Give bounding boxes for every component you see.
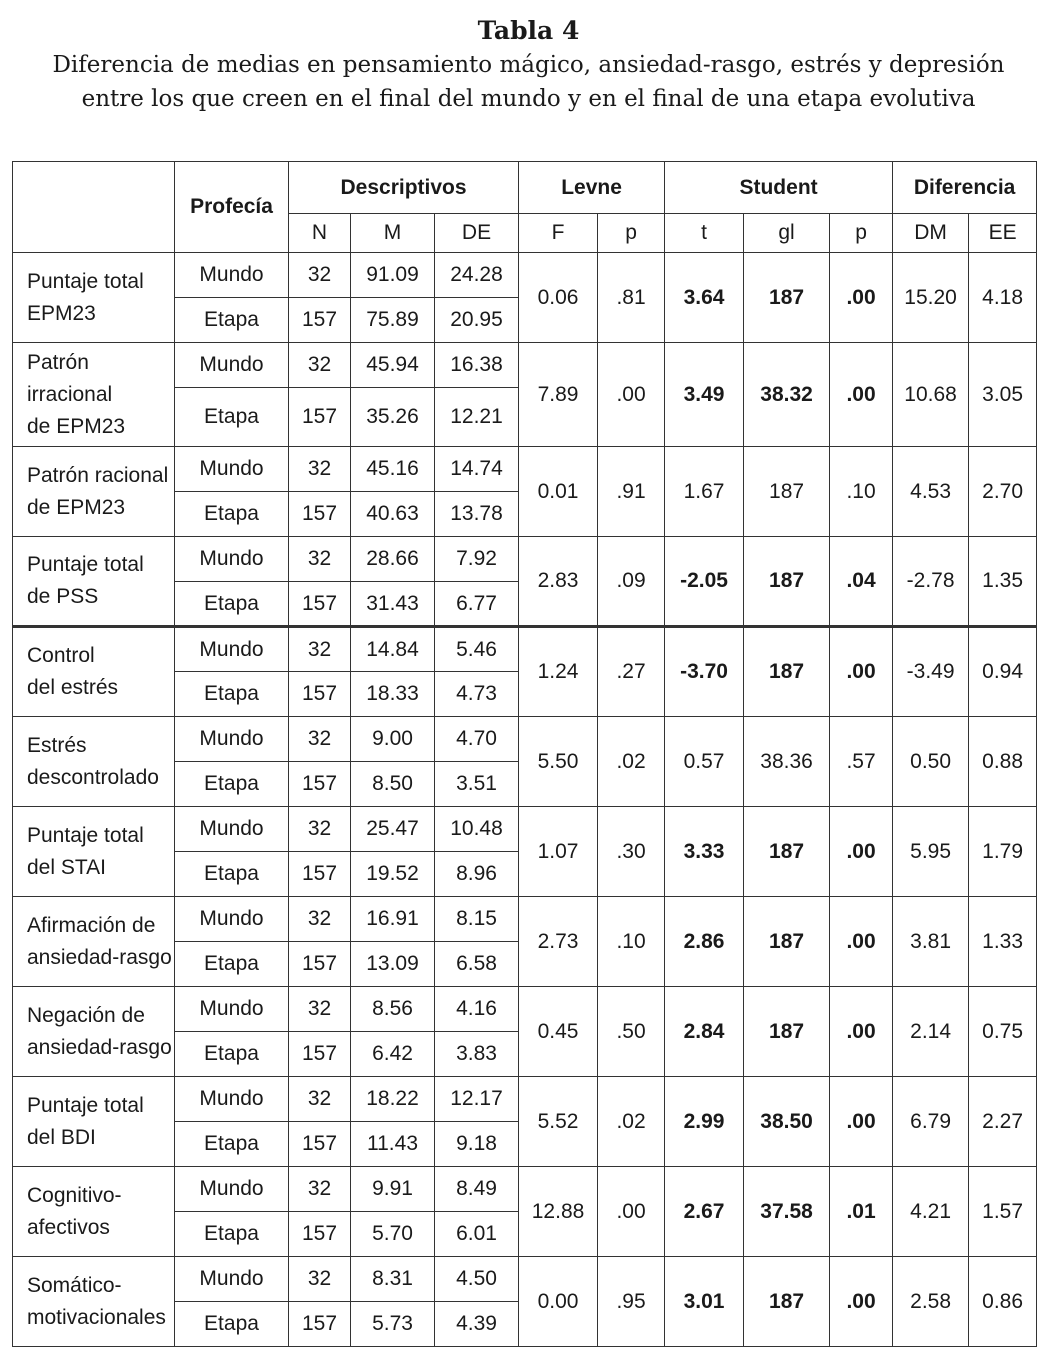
header-p-student: p (830, 214, 893, 253)
n-etapa: 157 (289, 582, 351, 627)
m-etapa: 5.70 (351, 1212, 435, 1257)
student-p: .00 (830, 897, 893, 987)
row-label-line2: EPM23 (27, 301, 96, 325)
row-label-line1: Afirmación de (27, 913, 156, 937)
table-row (13, 1167, 1037, 1212)
row-label (13, 253, 175, 343)
de-etapa: 6.77 (435, 582, 519, 627)
diff-ee: 3.05 (969, 343, 1037, 447)
n-etapa: 157 (289, 1122, 351, 1167)
header-de: DE (435, 214, 519, 253)
student-t: 3.64 (665, 253, 744, 343)
diff-ee: 1.79 (969, 807, 1037, 897)
student-t: 1.67 (665, 447, 744, 537)
de-mundo: 14.74 (435, 447, 519, 492)
de-mundo: 12.17 (435, 1077, 519, 1122)
n-mundo: 32 (289, 343, 351, 388)
de-mundo: 4.50 (435, 1257, 519, 1302)
header-m: M (351, 214, 435, 253)
diff-dm: -2.78 (893, 537, 969, 627)
row-label-line1: Patrón racional (27, 463, 169, 487)
table-subtitle-line2: entre los que creen en el final del mundo y en el final de una etapa evolutiva (81, 86, 976, 112)
student-gl: 37.58 (744, 1167, 830, 1257)
student-gl: 38.32 (744, 343, 830, 447)
student-p: .01 (830, 1167, 893, 1257)
n-etapa: 157 (289, 388, 351, 447)
student-p: .00 (830, 807, 893, 897)
levne-p: .81 (598, 253, 665, 343)
levne-f: 12.88 (519, 1167, 598, 1257)
levne-p: .95 (598, 1257, 665, 1347)
group-mundo: Mundo (175, 627, 289, 672)
levne-p: .91 (598, 447, 665, 537)
levne-f: 5.50 (519, 717, 598, 807)
group-etapa: Etapa (175, 582, 289, 627)
results-table (12, 161, 1037, 1347)
student-t: 3.33 (665, 807, 744, 897)
student-p: .00 (830, 343, 893, 447)
row-label-line1: Negación de (27, 1003, 145, 1027)
m-mundo: 9.00 (351, 717, 435, 762)
diff-dm: -3.49 (893, 627, 969, 717)
group-etapa: Etapa (175, 672, 289, 717)
m-etapa: 13.09 (351, 942, 435, 987)
group-etapa: Etapa (175, 942, 289, 987)
diff-dm: 5.95 (893, 807, 969, 897)
n-mundo: 32 (289, 1257, 351, 1302)
header-gl: gl (744, 214, 830, 253)
student-p: .04 (830, 537, 893, 627)
m-mundo: 8.56 (351, 987, 435, 1032)
student-p: .00 (830, 253, 893, 343)
n-etapa: 157 (289, 1302, 351, 1347)
diff-dm: 15.20 (893, 253, 969, 343)
levne-p: .00 (598, 343, 665, 447)
levne-f: 0.06 (519, 253, 598, 343)
row-label-line2: ansiedad-rasgo (27, 1035, 172, 1059)
diff-ee: 0.75 (969, 987, 1037, 1077)
levne-f: 5.52 (519, 1077, 598, 1167)
row-label-line1: Somático- (27, 1273, 122, 1297)
student-gl: 38.50 (744, 1077, 830, 1167)
diff-dm: 6.79 (893, 1077, 969, 1167)
m-mundo: 25.47 (351, 807, 435, 852)
diff-ee: 2.27 (969, 1077, 1037, 1167)
row-label (13, 1077, 175, 1167)
diff-dm: 0.50 (893, 717, 969, 807)
m-mundo: 18.22 (351, 1077, 435, 1122)
header-dm: DM (893, 214, 969, 253)
de-mundo: 7.92 (435, 537, 519, 582)
row-label (13, 807, 175, 897)
table-row (13, 627, 1037, 672)
m-mundo: 9.91 (351, 1167, 435, 1212)
n-etapa: 157 (289, 1032, 351, 1077)
row-label (13, 1167, 175, 1257)
student-t: 2.86 (665, 897, 744, 987)
m-etapa: 11.43 (351, 1122, 435, 1167)
header-t: t (665, 214, 744, 253)
diff-dm: 4.21 (893, 1167, 969, 1257)
group-mundo: Mundo (175, 717, 289, 762)
n-mundo: 32 (289, 987, 351, 1032)
m-mundo: 8.31 (351, 1257, 435, 1302)
m-etapa: 75.89 (351, 298, 435, 343)
row-label-line2: de PSS (27, 585, 99, 608)
table-row (13, 447, 1037, 492)
n-mundo: 32 (289, 717, 351, 762)
levne-f: 0.01 (519, 447, 598, 537)
student-t: 2.99 (665, 1077, 744, 1167)
de-mundo: 4.16 (435, 987, 519, 1032)
m-etapa: 5.73 (351, 1302, 435, 1347)
table-row (13, 1257, 1037, 1302)
student-t: -2.05 (665, 537, 744, 627)
de-mundo: 5.46 (435, 627, 519, 672)
student-gl: 38.36 (744, 717, 830, 807)
m-etapa: 6.42 (351, 1032, 435, 1077)
levne-f: 0.00 (519, 1257, 598, 1347)
m-etapa: 18.33 (351, 672, 435, 717)
diff-ee: 1.35 (969, 537, 1037, 627)
n-etapa: 157 (289, 852, 351, 897)
row-label-line1: Estrés (27, 733, 87, 757)
levne-p: .27 (598, 627, 665, 717)
levne-f: 0.45 (519, 987, 598, 1077)
row-label-line1: Puntaje total (27, 553, 144, 576)
row-label-line2: descontrolado (27, 765, 159, 789)
group-mundo: Mundo (175, 807, 289, 852)
n-etapa: 157 (289, 762, 351, 807)
n-etapa: 157 (289, 1212, 351, 1257)
row-label-line2: de EPM23 (27, 495, 126, 519)
group-etapa: Etapa (175, 388, 289, 447)
row-label-line2: afectivos (27, 1215, 110, 1239)
group-etapa: Etapa (175, 1212, 289, 1257)
table-row (13, 1077, 1037, 1122)
row-label-line1: Puntaje total (27, 1093, 144, 1117)
n-etapa: 157 (289, 298, 351, 343)
diff-ee: 0.94 (969, 627, 1037, 717)
group-mundo: Mundo (175, 987, 289, 1032)
row-label (13, 717, 175, 807)
group-mundo: Mundo (175, 253, 289, 298)
de-etapa: 20.95 (435, 298, 519, 343)
group-etapa: Etapa (175, 1032, 289, 1077)
diff-ee: 2.70 (969, 447, 1037, 537)
student-p: .57 (830, 717, 893, 807)
de-etapa: 3.51 (435, 762, 519, 807)
row-label (13, 897, 175, 987)
student-t: 3.01 (665, 1257, 744, 1347)
student-t: 0.57 (665, 717, 744, 807)
m-etapa: 31.43 (351, 582, 435, 627)
levne-p: .30 (598, 807, 665, 897)
de-etapa: 13.78 (435, 492, 519, 537)
group-mundo: Mundo (175, 343, 289, 388)
row-label (13, 447, 175, 537)
row-label-line1: Puntaje total (27, 823, 144, 847)
table-row (13, 897, 1037, 942)
group-etapa: Etapa (175, 1122, 289, 1167)
de-etapa: 4.73 (435, 672, 519, 717)
table-row (13, 717, 1037, 762)
group-mundo: Mundo (175, 447, 289, 492)
student-p: .00 (830, 1077, 893, 1167)
group-mundo: Mundo (175, 1257, 289, 1302)
n-etapa: 157 (289, 942, 351, 987)
header-descriptivos: Descriptivos (289, 162, 519, 214)
de-etapa: 9.18 (435, 1122, 519, 1167)
student-t: 2.84 (665, 987, 744, 1077)
m-etapa: 19.52 (351, 852, 435, 897)
student-p: .10 (830, 447, 893, 537)
diff-ee: 1.33 (969, 897, 1037, 987)
diff-dm: 4.53 (893, 447, 969, 537)
m-mundo: 16.91 (351, 897, 435, 942)
diff-ee: 0.88 (969, 717, 1037, 807)
header-empty-cell (13, 162, 175, 253)
table-row (13, 537, 1037, 582)
diff-ee: 4.18 (969, 253, 1037, 343)
levne-f: 7.89 (519, 343, 598, 447)
student-p: .00 (830, 987, 893, 1077)
de-etapa: 6.01 (435, 1212, 519, 1257)
de-etapa: 8.96 (435, 852, 519, 897)
group-mundo: Mundo (175, 897, 289, 942)
row-label (13, 1257, 175, 1347)
group-etapa: Etapa (175, 298, 289, 343)
de-etapa: 12.21 (435, 388, 519, 447)
student-gl: 187 (744, 807, 830, 897)
de-mundo: 10.48 (435, 807, 519, 852)
levne-f: 1.24 (519, 627, 598, 717)
diff-ee: 1.57 (969, 1167, 1037, 1257)
n-mundo: 32 (289, 253, 351, 298)
group-mundo: Mundo (175, 1077, 289, 1122)
student-gl: 187 (744, 447, 830, 537)
student-gl: 187 (744, 537, 830, 627)
de-mundo: 24.28 (435, 253, 519, 298)
table-row (13, 343, 1037, 388)
header-diferencia: Diferencia (893, 162, 1037, 214)
m-etapa: 8.50 (351, 762, 435, 807)
n-mundo: 32 (289, 447, 351, 492)
row-label-line1: Puntaje total (27, 269, 144, 293)
n-etapa: 157 (289, 492, 351, 537)
de-mundo: 8.49 (435, 1167, 519, 1212)
group-etapa: Etapa (175, 492, 289, 537)
student-t: -3.70 (665, 627, 744, 717)
diff-dm: 2.58 (893, 1257, 969, 1347)
levne-p: .02 (598, 1077, 665, 1167)
row-label-line1: Patrón irracional (27, 350, 113, 406)
row-label (13, 627, 175, 717)
levne-p: .10 (598, 897, 665, 987)
m-mundo: 45.16 (351, 447, 435, 492)
group-mundo: Mundo (175, 1167, 289, 1212)
de-mundo: 4.70 (435, 717, 519, 762)
row-label-line2: del BDI (27, 1125, 96, 1149)
header-ee: EE (969, 214, 1037, 253)
row-label-line2: del STAI (27, 855, 106, 879)
de-etapa: 3.83 (435, 1032, 519, 1077)
table-body (13, 253, 1037, 1347)
m-etapa: 35.26 (351, 388, 435, 447)
table-row (13, 987, 1037, 1032)
m-mundo: 28.66 (351, 537, 435, 582)
levne-p: .00 (598, 1167, 665, 1257)
student-gl: 187 (744, 987, 830, 1077)
m-mundo: 91.09 (351, 253, 435, 298)
n-mundo: 32 (289, 537, 351, 582)
table-caption (0, 14, 1057, 116)
student-gl: 187 (744, 253, 830, 343)
table-row (13, 807, 1037, 852)
header-levne: Levne (519, 162, 665, 214)
table-row (13, 253, 1037, 298)
header-p-levne: p (598, 214, 665, 253)
student-p: .00 (830, 1257, 893, 1347)
de-etapa: 4.39 (435, 1302, 519, 1347)
row-label (13, 537, 175, 627)
student-gl: 187 (744, 897, 830, 987)
group-etapa: Etapa (175, 762, 289, 807)
row-label-line2: de EPM23 (27, 414, 126, 438)
diff-dm: 2.14 (893, 987, 969, 1077)
table-title: Tabla 4 (477, 16, 580, 45)
n-mundo: 32 (289, 897, 351, 942)
n-etapa: 157 (289, 672, 351, 717)
group-etapa: Etapa (175, 852, 289, 897)
student-gl: 187 (744, 627, 830, 717)
n-mundo: 32 (289, 1167, 351, 1212)
row-label-line2: del estrés (27, 676, 119, 699)
row-label-line2: ansiedad-rasgo (27, 945, 172, 969)
levne-f: 2.83 (519, 537, 598, 627)
n-mundo: 32 (289, 1077, 351, 1122)
levne-p: .50 (598, 987, 665, 1077)
levne-p: .02 (598, 717, 665, 807)
levne-f: 2.73 (519, 897, 598, 987)
student-p: .00 (830, 627, 893, 717)
n-mundo: 32 (289, 807, 351, 852)
diff-ee: 0.86 (969, 1257, 1037, 1347)
header-n: N (289, 214, 351, 253)
student-t: 2.67 (665, 1167, 744, 1257)
diff-dm: 10.68 (893, 343, 969, 447)
group-mundo: Mundo (175, 537, 289, 582)
m-mundo: 45.94 (351, 343, 435, 388)
header-f: F (519, 214, 598, 253)
de-mundo: 8.15 (435, 897, 519, 942)
student-t: 3.49 (665, 343, 744, 447)
levne-f: 1.07 (519, 807, 598, 897)
m-mundo: 14.84 (351, 627, 435, 672)
de-etapa: 6.58 (435, 942, 519, 987)
header-profecia: Profecía (175, 162, 289, 253)
row-label (13, 987, 175, 1077)
table-subtitle-line1: Diferencia de medias en pensamiento mágico, ansiedad-rasgo, estrés y depresión (52, 52, 1005, 78)
header-student: Student (665, 162, 893, 214)
row-label-line1: Control (27, 644, 95, 667)
diff-dm: 3.81 (893, 897, 969, 987)
n-mundo: 32 (289, 627, 351, 672)
row-label-line2: motivacionales (27, 1305, 166, 1329)
row-label (13, 343, 175, 447)
m-etapa: 40.63 (351, 492, 435, 537)
levne-p: .09 (598, 537, 665, 627)
group-etapa: Etapa (175, 1302, 289, 1347)
row-label-line1: Cognitivo- (27, 1183, 122, 1207)
de-mundo: 16.38 (435, 343, 519, 388)
student-gl: 187 (744, 1257, 830, 1347)
